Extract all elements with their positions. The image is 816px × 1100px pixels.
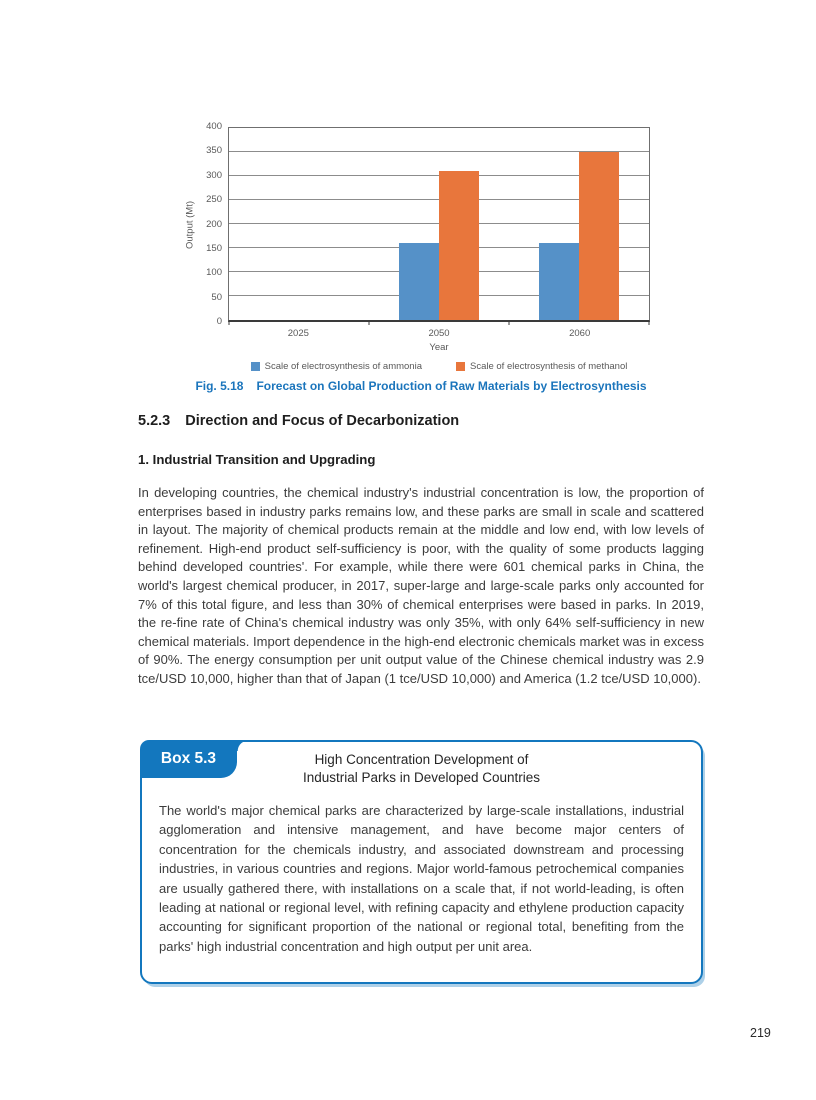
chart-y-axis bbox=[198, 121, 228, 327]
y-tick-label: 0 bbox=[216, 316, 222, 327]
chart-plot-area bbox=[228, 127, 650, 322]
callout-box-label: Box 5.3 bbox=[140, 740, 237, 778]
chart-x-axis-title: Year bbox=[429, 342, 449, 353]
y-tick-label: 350 bbox=[206, 145, 222, 157]
bar bbox=[399, 243, 439, 320]
bar-group-2050 bbox=[369, 128, 509, 320]
y-tick-label: 150 bbox=[206, 242, 222, 254]
y-tick-label: 50 bbox=[211, 291, 222, 303]
y-tick-label: 250 bbox=[206, 194, 222, 206]
x-tick-mark bbox=[508, 320, 509, 325]
chart-legend bbox=[228, 361, 650, 372]
section-heading bbox=[138, 413, 459, 429]
callout-box-body: The world's major chemical parks are characterized by large-scale installations, industrial agglomeration and intensive management, and have become major centers of concentration for the chemicals industry, and associated downstream and processing industries, in various countries and regions. Major world-famous petrochemical companies are usually gathered there, with installations on a scale that, if not world-leading, is often leading at national or regional level, with refining capacity and ethylene production capacity accounting for significant proportion of the national or regional total, benefiting from the parks' high industrial concentration and high output per unit area. bbox=[159, 803, 684, 954]
chart-y-axis-title-column bbox=[182, 127, 198, 322]
figure-caption bbox=[138, 379, 704, 393]
y-tick-label: 200 bbox=[206, 218, 222, 230]
y-tick-label: 300 bbox=[206, 169, 222, 181]
bar-group-2025 bbox=[229, 128, 369, 320]
chart-y-axis-title: Output (Mt) bbox=[184, 200, 196, 249]
legend-item bbox=[456, 361, 627, 372]
figure-chart bbox=[182, 121, 650, 372]
x-tick-mark bbox=[649, 320, 650, 325]
bar bbox=[579, 152, 619, 320]
legend-label: Scale of electrosynthesis of methanol bbox=[469, 361, 628, 372]
figure-caption-label: Fig. 5.18 bbox=[195, 379, 244, 393]
y-tick-label: 100 bbox=[206, 267, 222, 279]
bar-group-2060 bbox=[509, 128, 649, 320]
page-number: 219 bbox=[750, 1026, 771, 1040]
bar bbox=[539, 243, 579, 320]
section-heading-number: 5.2.3 bbox=[138, 413, 171, 429]
x-tick-label: 2060 bbox=[569, 328, 591, 339]
x-tick-label: 2025 bbox=[287, 328, 309, 339]
legend-label: Scale of electrosynthesis of ammonia bbox=[264, 361, 422, 372]
section-heading-title: Direction and Focus of Decarbonization bbox=[185, 413, 460, 429]
y-tick-label: 400 bbox=[206, 121, 222, 132]
callout-box-title-line2: Industrial Parks in Developed Countries bbox=[302, 770, 541, 785]
bar bbox=[439, 171, 479, 320]
callout-box bbox=[140, 740, 703, 984]
x-tick-mark bbox=[368, 320, 369, 325]
subsection-heading: 1. Industrial Transition and Upgrading bbox=[138, 452, 376, 467]
x-tick-mark bbox=[229, 320, 230, 325]
figure-caption-text: Forecast on Global Production of Raw Materials by Electrosynthesis bbox=[256, 379, 647, 393]
chart-x-axis bbox=[228, 328, 650, 339]
legend-item bbox=[251, 361, 422, 372]
legend-swatch-icon bbox=[251, 362, 260, 371]
body-paragraph: In developing countries, the chemical industry's industrial concentration is low, the proportion of enterprises based in industry parks remains low, and these parks are small in scale and scattered in layout. The majority of chemical products remain at the middle and low end, with low levels of refinement. High-end product self-sufficiency is poor, with the quality of some products lagging behind developed countries'. For example, while there were 601 chemical parks in China, the world's largest chemical producer, in 2017, super-large and large-scale parks only accounted for 7% of this total figure, and less than 30% of chemical enterprises were based in parks. In 2019, the re-fine rate of China's chemical industry was only 35%, with only 64% self-sufficiency in new chemical materials. Import dependence in the high-end electronic chemicals market was in excess of 90%. The energy consumption per unit output value of the Chinese chemical industry was 2.9 tce/USD 10,000, higher than that of Japan (1 tce/USD 10,000) and America (1.2 tce/USD 10,000). bbox=[138, 485, 704, 686]
callout-box-title-line1: High Concentration Development of bbox=[314, 752, 529, 767]
legend-swatch-icon bbox=[456, 362, 465, 371]
x-tick-label: 2050 bbox=[428, 328, 450, 339]
